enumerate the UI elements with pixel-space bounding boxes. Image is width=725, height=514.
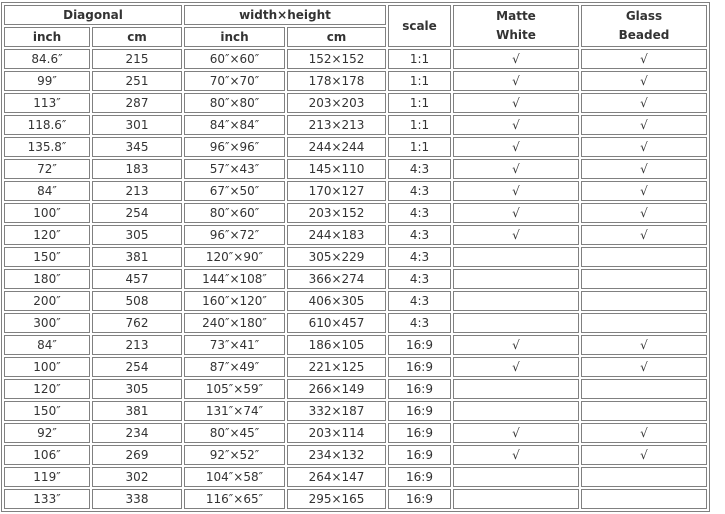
table-row (4, 181, 707, 201)
glass-beaded-cell (581, 269, 707, 289)
scale-header: scale (388, 5, 451, 47)
diagonal-inch-cell: 106″ (4, 445, 90, 465)
scale-cell: 16:9 (388, 379, 451, 399)
glass-beaded-cell: √ (581, 115, 707, 135)
table-body (4, 49, 707, 509)
width-height-cm-cell: 366×274 (287, 269, 386, 289)
diagonal-cm-cell: 381 (92, 401, 182, 421)
diagonal-inch-cell: 92″ (4, 423, 90, 443)
scale-cell: 1:1 (388, 115, 451, 135)
width-height-cm-cell: 244×244 (287, 137, 386, 157)
glass-beaded-cell (581, 379, 707, 399)
glass-beaded-cell: √ (581, 71, 707, 91)
diagonal-inch-cell: 100″ (4, 203, 90, 223)
width-height-header: width×height (184, 5, 386, 25)
diagonal-cm-cell: 338 (92, 489, 182, 509)
matte-white-cell: √ (453, 445, 579, 465)
glass-beaded-cell: √ (581, 225, 707, 245)
diagonal-cm-cell: 213 (92, 181, 182, 201)
scale-cell: 1:1 (388, 93, 451, 113)
table-row (4, 445, 707, 465)
glass-beaded-cell: √ (581, 423, 707, 443)
width-height-inch-cell: 87″×49″ (184, 357, 285, 377)
width-height-inch-cell: 120″×90″ (184, 247, 285, 267)
width-height-inch-cell: 240″×180″ (184, 313, 285, 333)
diagonal-header: Diagonal (4, 5, 182, 25)
glass-beaded-cell (581, 291, 707, 311)
width-height-cm-cell: 203×152 (287, 203, 386, 223)
diagonal-inch-cell: 120″ (4, 225, 90, 245)
table-row (4, 49, 707, 69)
width-height-cm-cell: 406×305 (287, 291, 386, 311)
matte-white-cell: √ (453, 181, 579, 201)
width-height-cm-cell: 266×149 (287, 379, 386, 399)
width-height-inch-cell: 131″×74″ (184, 401, 285, 421)
table-row (4, 379, 707, 399)
scale-cell: 16:9 (388, 423, 451, 443)
table-row (4, 93, 707, 113)
matte-white-header-line2: White (496, 28, 536, 42)
matte-white-cell (453, 379, 579, 399)
table-header (4, 5, 707, 47)
glass-beaded-cell: √ (581, 357, 707, 377)
scale-cell: 4:3 (388, 291, 451, 311)
diagonal-cm-cell: 269 (92, 445, 182, 465)
diagonal-inch-cell: 180″ (4, 269, 90, 289)
diagonal-inch-cell: 84″ (4, 335, 90, 355)
matte-white-cell: √ (453, 159, 579, 179)
diagonal-inch-cell: 135.8″ (4, 137, 90, 157)
diagonal-inch-cell: 150″ (4, 247, 90, 267)
matte-white-cell (453, 467, 579, 487)
width-height-inch-cell: 57″×43″ (184, 159, 285, 179)
width-height-inch-cell: 80″×45″ (184, 423, 285, 443)
width-height-cm-cell: 203×114 (287, 423, 386, 443)
diagonal-inch-cell: 84.6″ (4, 49, 90, 69)
diagonal-inch-cell: 133″ (4, 489, 90, 509)
matte-white-cell: √ (453, 71, 579, 91)
matte-white-cell (453, 291, 579, 311)
glass-beaded-cell (581, 467, 707, 487)
matte-white-cell (453, 247, 579, 267)
scale-cell: 4:3 (388, 225, 451, 245)
width-height-inch-cell: 92″×52″ (184, 445, 285, 465)
diagonal-inch-cell: 99″ (4, 71, 90, 91)
matte-white-cell (453, 269, 579, 289)
screen-size-table (1, 2, 710, 512)
width-height-cm-cell: 234×132 (287, 445, 386, 465)
table-row (4, 357, 707, 377)
width-height-inch-cell: 80″×60″ (184, 203, 285, 223)
width-height-inch-cell: 60″×60″ (184, 49, 285, 69)
width-height-inch-cell: 116″×65″ (184, 489, 285, 509)
glass-beaded-cell: √ (581, 49, 707, 69)
width-height-cm-cell: 610×457 (287, 313, 386, 333)
width-height-inch-cell: 73″×41″ (184, 335, 285, 355)
glass-beaded-header (581, 5, 707, 47)
scale-cell: 4:3 (388, 269, 451, 289)
matte-white-cell: √ (453, 49, 579, 69)
diagonal-inch-cell: 119″ (4, 467, 90, 487)
diagonal-cm-cell: 183 (92, 159, 182, 179)
matte-white-cell: √ (453, 203, 579, 223)
glass-beaded-cell: √ (581, 445, 707, 465)
diagonal-cm-cell: 287 (92, 93, 182, 113)
table-row (4, 71, 707, 91)
matte-white-header-line1: Matte (496, 9, 536, 23)
width-height-cm-header: cm (287, 27, 386, 47)
width-height-cm-cell: 178×178 (287, 71, 386, 91)
diagonal-cm-cell: 234 (92, 423, 182, 443)
diagonal-cm-cell: 762 (92, 313, 182, 333)
matte-white-cell: √ (453, 423, 579, 443)
width-height-cm-cell: 264×147 (287, 467, 386, 487)
matte-white-cell: √ (453, 93, 579, 113)
glass-beaded-cell: √ (581, 159, 707, 179)
scale-cell: 1:1 (388, 137, 451, 157)
diagonal-cm-cell: 345 (92, 137, 182, 157)
width-height-cm-cell: 152×152 (287, 49, 386, 69)
table-row (4, 291, 707, 311)
width-height-inch-header: inch (184, 27, 285, 47)
diagonal-inch-cell: 300″ (4, 313, 90, 333)
table-row (4, 489, 707, 509)
diagonal-cm-cell: 305 (92, 379, 182, 399)
width-height-inch-cell: 96″×72″ (184, 225, 285, 245)
scale-cell: 16:9 (388, 401, 451, 421)
table-row (4, 137, 707, 157)
table-row (4, 247, 707, 267)
width-height-cm-cell: 244×183 (287, 225, 386, 245)
scale-cell: 16:9 (388, 445, 451, 465)
screen-size-table-container (1, 2, 710, 512)
width-height-cm-cell: 213×213 (287, 115, 386, 135)
scale-cell: 4:3 (388, 247, 451, 267)
scale-cell: 4:3 (388, 313, 451, 333)
table-row (4, 313, 707, 333)
glass-beaded-cell (581, 313, 707, 333)
diagonal-cm-header: cm (92, 27, 182, 47)
table-row (4, 401, 707, 421)
width-height-inch-cell: 80″×80″ (184, 93, 285, 113)
diagonal-inch-cell: 118.6″ (4, 115, 90, 135)
width-height-inch-cell: 96″×96″ (184, 137, 285, 157)
diagonal-cm-cell: 457 (92, 269, 182, 289)
diagonal-cm-cell: 508 (92, 291, 182, 311)
scale-cell: 4:3 (388, 181, 451, 201)
scale-cell: 4:3 (388, 203, 451, 223)
diagonal-cm-cell: 254 (92, 203, 182, 223)
matte-white-cell: √ (453, 115, 579, 135)
matte-white-header (453, 5, 579, 47)
scale-cell: 16:9 (388, 467, 451, 487)
matte-white-cell (453, 401, 579, 421)
scale-cell: 1:1 (388, 49, 451, 69)
width-height-cm-cell: 332×187 (287, 401, 386, 421)
width-height-cm-cell: 170×127 (287, 181, 386, 201)
diagonal-inch-cell: 84″ (4, 181, 90, 201)
diagonal-cm-cell: 215 (92, 49, 182, 69)
glass-beaded-cell: √ (581, 181, 707, 201)
matte-white-cell (453, 489, 579, 509)
table-row (4, 467, 707, 487)
width-height-cm-cell: 295×165 (287, 489, 386, 509)
matte-white-cell: √ (453, 137, 579, 157)
diagonal-inch-cell: 150″ (4, 401, 90, 421)
diagonal-cm-cell: 254 (92, 357, 182, 377)
table-row (4, 335, 707, 355)
matte-white-cell (453, 313, 579, 333)
diagonal-inch-cell: 100″ (4, 357, 90, 377)
table-row (4, 159, 707, 179)
diagonal-cm-cell: 302 (92, 467, 182, 487)
matte-white-cell: √ (453, 335, 579, 355)
diagonal-cm-cell: 381 (92, 247, 182, 267)
width-height-inch-cell: 70″×70″ (184, 71, 285, 91)
diagonal-inch-header: inch (4, 27, 90, 47)
width-height-inch-cell: 144″×108″ (184, 269, 285, 289)
diagonal-cm-cell: 301 (92, 115, 182, 135)
table-row (4, 269, 707, 289)
glass-beaded-cell: √ (581, 335, 707, 355)
width-height-inch-cell: 104″×58″ (184, 467, 285, 487)
width-height-inch-cell: 67″×50″ (184, 181, 285, 201)
width-height-inch-cell: 84″×84″ (184, 115, 285, 135)
diagonal-inch-cell: 120″ (4, 379, 90, 399)
diagonal-inch-cell: 113″ (4, 93, 90, 113)
glass-beaded-cell: √ (581, 93, 707, 113)
width-height-cm-cell: 203×203 (287, 93, 386, 113)
diagonal-inch-cell: 200″ (4, 291, 90, 311)
table-row (4, 423, 707, 443)
scale-cell: 4:3 (388, 159, 451, 179)
scale-cell: 16:9 (388, 357, 451, 377)
diagonal-cm-cell: 251 (92, 71, 182, 91)
matte-white-cell: √ (453, 357, 579, 377)
glass-beaded-cell (581, 247, 707, 267)
width-height-cm-cell: 145×110 (287, 159, 386, 179)
glass-beaded-cell: √ (581, 203, 707, 223)
diagonal-cm-cell: 305 (92, 225, 182, 245)
table-row (4, 225, 707, 245)
table-row (4, 115, 707, 135)
diagonal-cm-cell: 213 (92, 335, 182, 355)
glass-beaded-header-line2: Beaded (618, 28, 670, 42)
diagonal-inch-cell: 72″ (4, 159, 90, 179)
matte-white-cell: √ (453, 225, 579, 245)
scale-cell: 16:9 (388, 489, 451, 509)
table-row (4, 203, 707, 223)
glass-beaded-header-line1: Glass (625, 9, 663, 23)
width-height-inch-cell: 160″×120″ (184, 291, 285, 311)
width-height-inch-cell: 105″×59″ (184, 379, 285, 399)
glass-beaded-cell: √ (581, 137, 707, 157)
scale-cell: 16:9 (388, 335, 451, 355)
glass-beaded-cell (581, 489, 707, 509)
header-row-top (4, 5, 707, 25)
glass-beaded-cell (581, 401, 707, 421)
width-height-cm-cell: 186×105 (287, 335, 386, 355)
scale-cell: 1:1 (388, 71, 451, 91)
width-height-cm-cell: 305×229 (287, 247, 386, 267)
width-height-cm-cell: 221×125 (287, 357, 386, 377)
